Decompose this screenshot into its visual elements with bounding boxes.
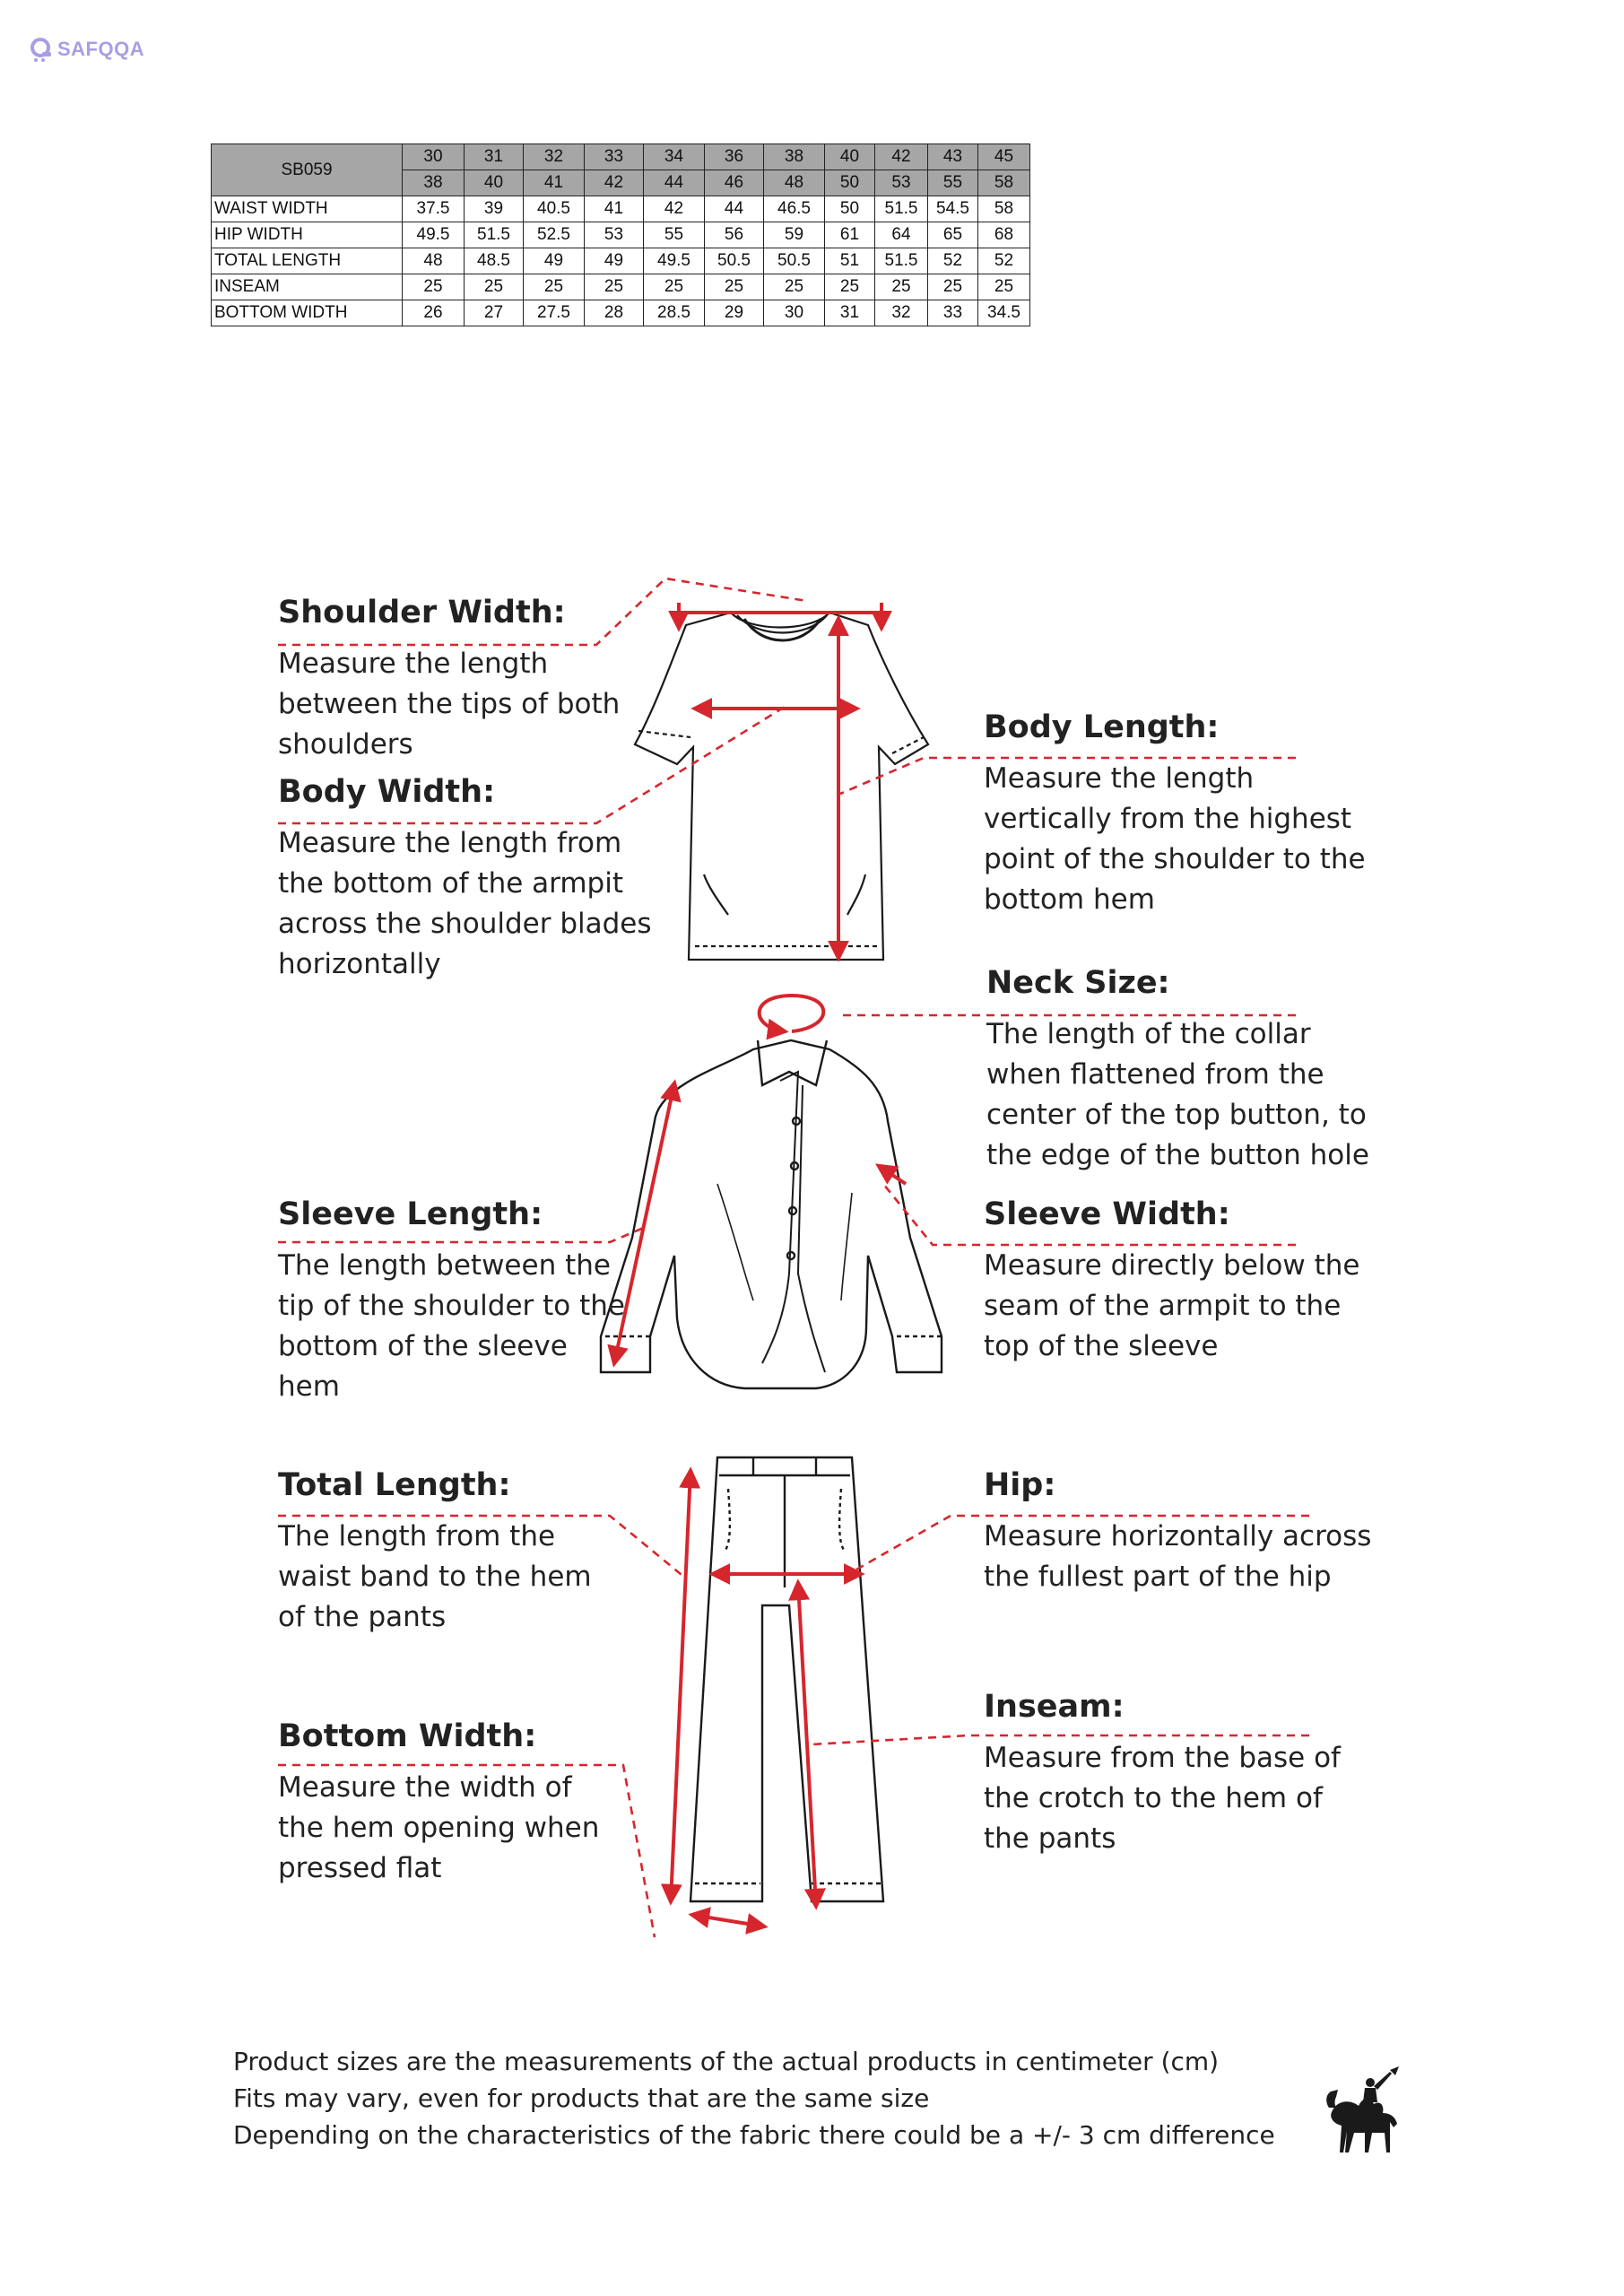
size-header-cell: 38: [403, 170, 465, 196]
row-label-cell: TOTAL LENGTH: [212, 248, 403, 274]
pants-icon: [690, 1457, 883, 1901]
table-cell: 52: [928, 248, 978, 274]
table-cell: 50.5: [764, 248, 825, 274]
size-header-cell: 31: [465, 144, 524, 170]
bottom-width-line: the hem opening when: [278, 1812, 600, 1844]
size-header-cell: 58: [978, 170, 1030, 196]
size-header-cell: 34: [644, 144, 705, 170]
body-length-line: vertically from the highest: [984, 803, 1352, 835]
table-cell: 55: [644, 222, 705, 248]
table-cell: 25: [928, 274, 978, 300]
body-width-line: across the shoulder blades: [278, 908, 652, 940]
table-cell: 25: [825, 274, 875, 300]
table-cell: 29: [705, 300, 764, 326]
table-cell: 25: [764, 274, 825, 300]
table-cell: 51.5: [875, 248, 928, 274]
table-cell: 27: [465, 300, 524, 326]
size-header-cell: 44: [644, 170, 705, 196]
row-label-cell: HIP WIDTH: [212, 222, 403, 248]
sleeve-length-line: tip of the shoulder to the: [278, 1290, 625, 1322]
table-cell: 34.5: [978, 300, 1030, 326]
size-header-cell: 40: [825, 144, 875, 170]
table-cell: 25: [403, 274, 465, 300]
hip-block: [984, 1466, 1371, 1597]
table-cell: 48: [403, 248, 465, 274]
size-header-cell: 38: [764, 144, 825, 170]
body-width-title: Body Width:: [278, 774, 496, 810]
inseam-block: [984, 1688, 1341, 1859]
table-cell: 25: [465, 274, 524, 300]
table-cell: 25: [524, 274, 585, 300]
body-width-block: [278, 773, 652, 985]
table-cell: 53: [585, 222, 644, 248]
neck-size-line: when flattened from the: [986, 1058, 1324, 1091]
table-cell: 49: [585, 248, 644, 274]
size-header-cell: 55: [928, 170, 978, 196]
hip-title: Hip:: [984, 1467, 1056, 1503]
table-cell: 33: [928, 300, 978, 326]
table-cell: 40.5: [524, 196, 585, 222]
camel-icon: [1318, 2063, 1417, 2161]
bottom-width-block: [278, 1718, 599, 1889]
size-header-cell: 33: [585, 144, 644, 170]
footer-line: Depending on the characteristics of the fabric there could be a +/- 3 cm difference: [233, 2120, 1275, 2150]
table-cell: 31: [825, 300, 875, 326]
table-cell: 56: [705, 222, 764, 248]
table-cell: 30: [764, 300, 825, 326]
neck-size-title: Neck Size:: [986, 965, 1170, 1001]
inseam-line: Measure from the base of: [984, 1742, 1341, 1774]
body-width-line: the bottom of the armpit: [278, 867, 624, 900]
table-cell: 25: [585, 274, 644, 300]
table-cell: 52: [978, 248, 1030, 274]
size-header-cell: 50: [825, 170, 875, 196]
body-length-line: bottom hem: [984, 883, 1155, 916]
size-header-cell: 32: [524, 144, 585, 170]
bottom-width-line: Measure the width of: [278, 1771, 572, 1804]
table-cell: 25: [978, 274, 1030, 300]
size-header-cell: 46: [705, 170, 764, 196]
table-cell: 49.5: [644, 248, 705, 274]
size-header-cell: 42: [875, 144, 928, 170]
sleeve-width-block: [984, 1196, 1359, 1367]
total-length-line: of the pants: [278, 1601, 447, 1633]
table-cell: 32: [875, 300, 928, 326]
table-cell: 50: [825, 196, 875, 222]
tshirt-icon: [635, 613, 928, 960]
neck-size-line: The length of the collar: [986, 1018, 1311, 1050]
table-cell: 59: [764, 222, 825, 248]
neck-size-block: [986, 964, 1369, 1176]
table-cell: 28: [585, 300, 644, 326]
table-cell: 68: [978, 222, 1030, 248]
size-header-cell: 42: [585, 170, 644, 196]
hip-line: the fullest part of the hip: [984, 1561, 1332, 1593]
sleeve-width-title: Sleeve Width:: [984, 1196, 1230, 1232]
model-code-cell: SB059: [212, 144, 403, 196]
table-cell: 51.5: [465, 222, 524, 248]
sleeve-width-line: top of the sleeve: [984, 1330, 1219, 1362]
bottom-width-title: Bottom Width:: [278, 1718, 537, 1754]
table-cell: 28.5: [644, 300, 705, 326]
footer-notes: [233, 2043, 1275, 2153]
table-cell: 37.5: [403, 196, 465, 222]
sleeve-width-line: Measure directly below the: [984, 1249, 1360, 1282]
row-label-cell: INSEAM: [212, 274, 403, 300]
size-header-cell: 43: [928, 144, 978, 170]
shoulder-width-line: shoulders: [278, 728, 413, 761]
sleeve-length-block: [278, 1196, 625, 1407]
table-cell: 52.5: [524, 222, 585, 248]
sleeve-length-line: bottom of the sleeve: [278, 1330, 568, 1362]
sleeve-length-title: Sleeve Length:: [278, 1196, 543, 1232]
size-header-cell: 41: [524, 170, 585, 196]
table-cell: 44: [705, 196, 764, 222]
table-cell: 48.5: [465, 248, 524, 274]
body-width-line: Measure the length from: [278, 827, 622, 859]
table-cell: 49: [524, 248, 585, 274]
sleeve-width-line: seam of the armpit to the: [984, 1290, 1342, 1322]
size-header-cell: 45: [978, 144, 1030, 170]
table-cell: 25: [644, 274, 705, 300]
total-length-block: [278, 1466, 592, 1638]
sleeve-length-line: The length between the: [278, 1249, 611, 1282]
hip-line: Measure horizontally across: [984, 1520, 1372, 1552]
row-label-cell: WAIST WIDTH: [212, 196, 403, 222]
total-length-line: The length from the: [278, 1520, 556, 1552]
table-cell: 54.5: [928, 196, 978, 222]
body-length-title: Body Length:: [984, 709, 1220, 745]
body-length-line: Measure the length: [984, 762, 1255, 795]
sleeve-length-line: hem: [278, 1370, 340, 1403]
total-length-title: Total Length:: [278, 1467, 511, 1503]
table-cell: 58: [978, 196, 1030, 222]
size-header-cell: 40: [465, 170, 524, 196]
table-cell: 64: [875, 222, 928, 248]
shoulder-width-line: between the tips of both: [278, 688, 621, 720]
size-header-cell: 36: [705, 144, 764, 170]
table-cell: 42: [644, 196, 705, 222]
body-length-line: point of the shoulder to the: [984, 843, 1366, 875]
brand-name: SAFQQA: [57, 38, 145, 60]
body-length-block: [984, 709, 1366, 920]
table-cell: 51.5: [875, 196, 928, 222]
table-cell: 50.5: [705, 248, 764, 274]
table-cell: 41: [585, 196, 644, 222]
total-length-line: waist band to the hem: [278, 1561, 592, 1593]
table-cell: 39: [465, 196, 524, 222]
footer-line: Fits may vary, even for products that are the same size: [233, 2083, 930, 2113]
table-cell: 65: [928, 222, 978, 248]
table-cell: 27.5: [524, 300, 585, 326]
table-cell: 25: [875, 274, 928, 300]
table-cell: 51: [825, 248, 875, 274]
size-header-cell: 53: [875, 170, 928, 196]
shoulder-width-block: [278, 594, 620, 765]
neck-size-line: center of the top button, to: [986, 1099, 1367, 1131]
table-cell: 49.5: [403, 222, 465, 248]
inseam-line: the crotch to the hem of: [984, 1782, 1323, 1814]
shirt-icon: [601, 1040, 942, 1388]
size-header-cell: 48: [764, 170, 825, 196]
table-cell: 46.5: [764, 196, 825, 222]
table-cell: 25: [705, 274, 764, 300]
table-cell: 26: [403, 300, 465, 326]
inseam-title: Inseam:: [984, 1689, 1125, 1725]
body-width-line: horizontally: [278, 948, 441, 980]
size-header-cell: 30: [403, 144, 465, 170]
neck-size-line: the edge of the button hole: [986, 1139, 1369, 1171]
row-label-cell: BOTTOM WIDTH: [212, 300, 403, 326]
shoulder-width-title: Shoulder Width:: [278, 595, 566, 631]
footer-line: Product sizes are the measurements of the actual products in centimeter (cm): [233, 2047, 1220, 2076]
bottom-width-line: pressed flat: [278, 1852, 442, 1884]
table-cell: 61: [825, 222, 875, 248]
shoulder-width-line: Measure the length: [278, 648, 549, 680]
inseam-line: the pants: [984, 1822, 1116, 1855]
